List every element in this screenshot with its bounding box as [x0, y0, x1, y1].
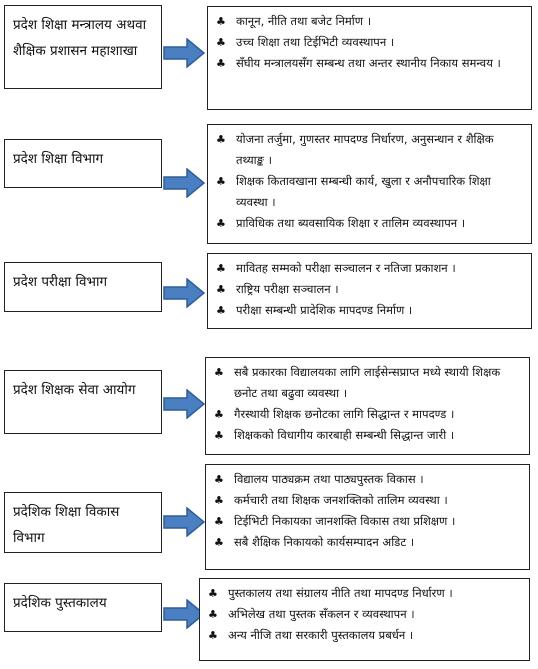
left-label-3: प्रदेश शिक्षक सेवा आयोग	[13, 382, 136, 398]
list-item: ♣ शिक्षकको विधागीय कारबाही सम्बन्धी सिद्धान्त जारी ।	[212, 425, 521, 446]
right-box-2	[207, 253, 532, 329]
club-bullet-icon: ♣	[214, 366, 224, 379]
left-box-3	[4, 370, 162, 434]
arrow-icon-1	[163, 168, 205, 198]
list-item: ♣ प्राविधिक तथा ब्यवसायिक शिक्षा र तालिम व्यवस्थापन ।	[214, 213, 523, 234]
club-bullet-icon: ♣	[216, 304, 226, 317]
list-item: ♣ मावितह सम्मको परीक्षा सञ्चालन र नतिजा प्रकाशन ।	[214, 258, 523, 279]
club-bullet-icon: ♣	[216, 57, 226, 70]
club-bullet-icon: ♣	[214, 494, 224, 507]
list-item: ♣ सबै शैक्षिक निकायको कार्यसम्पादन अडिट ।	[212, 532, 521, 553]
right-box-0	[207, 6, 532, 110]
club-bullet-icon: ♣	[216, 262, 226, 275]
left-label-2: प्रदेश परीक्षा विभाग	[13, 274, 108, 290]
list-item: ♣ टिईभिटी निकायका जानशक्ति विकास तथा प्रशिक्षण ।	[212, 511, 521, 532]
list-item: ♣ राष्ट्रिय परीक्षा सञ्चालन ।	[214, 279, 523, 300]
club-bullet-icon: ♣	[216, 133, 226, 146]
arrow-icon-4	[163, 507, 205, 537]
list-item: ♣ गैरस्थायी शिक्षक छनोटका लागि सिद्धान्त र मापदण्ड ।	[212, 404, 521, 425]
club-bullet-icon: ♣	[208, 587, 218, 600]
club-bullet-icon: ♣	[216, 283, 226, 296]
right-box-4	[205, 464, 530, 570]
club-bullet-icon: ♣	[214, 536, 224, 549]
club-bullet-icon: ♣	[216, 217, 226, 230]
left-box-5	[4, 583, 162, 632]
list-item: ♣ सबै प्रकारका विद्यालयका लागि लाईसेन्सप्राप्त मध्ये स्थायी शिक्षक छनोट तथा बढुवा व्यवस्था ।	[212, 362, 521, 404]
left-box-2	[4, 262, 162, 312]
list-item: ♣ शिक्षक कितावखाना सम्बन्धी कार्य, खुला र अनौपचारिक शिक्षा व्यवस्था ।	[214, 171, 523, 213]
left-label-4: प्रदेशिक शिक्षा विकास विभाग	[13, 504, 120, 546]
left-box-0	[4, 5, 162, 89]
list-item: ♣ विद्यालय पाठ्यक्रम तथा पाठ्यपुस्तक विकास ।	[212, 469, 521, 490]
list-item: ♣ सँघीय मन्त्रालयसँग सम्बन्ध तथा अन्तर स्थानीय निकाय समन्वय ।	[214, 53, 523, 74]
list-item: ♣ कर्मचारी तथा शिक्षक जनशक्तिको तालिम व्यवस्था ।	[212, 490, 521, 511]
right-box-1	[207, 124, 532, 244]
club-bullet-icon: ♣	[214, 473, 224, 486]
club-bullet-icon: ♣	[208, 608, 218, 621]
club-bullet-icon: ♣	[214, 429, 224, 442]
left-label-1: प्रदेश शिक्षा विभाग	[13, 151, 104, 167]
left-label-0: प्रदेश शिक्षा मन्त्रालय अथवा शैक्षिक प्रशासन महाशाखा	[13, 17, 147, 59]
list-item: ♣ योजना तर्जुमा, गुणस्तर मापदण्ड निर्धारण, अनुसन्धान र शैक्षिक तथ्याङ्क ।	[214, 129, 523, 171]
right-box-5	[199, 578, 530, 661]
club-bullet-icon: ♣	[216, 36, 226, 49]
club-bullet-icon: ♣	[216, 15, 226, 28]
list-item: ♣ पुस्तकालय तथा संग्रालय नीति तथा मापदण्ड निर्धारण ।	[206, 583, 521, 604]
club-bullet-icon: ♣	[216, 175, 226, 188]
list-item: ♣ अन्य नीजि तथा सरकारी पुस्तकालय प्रबर्धन ।	[206, 625, 521, 646]
right-box-3	[205, 357, 530, 455]
arrow-icon-2	[163, 278, 205, 308]
arrow-icon-0	[163, 38, 205, 68]
left-box-1	[4, 139, 162, 188]
left-label-5: प्रदेशिक पुस्तकालय	[13, 595, 107, 611]
club-bullet-icon: ♣	[208, 629, 218, 642]
arrow-icon-3	[163, 389, 205, 419]
list-item: ♣ कानून, नीति तथा बजेट निर्माण ।	[214, 11, 523, 32]
list-item: ♣ उच्च शिक्षा तथा टिईभिटी व्यवस्थापन ।	[214, 32, 523, 53]
club-bullet-icon: ♣	[214, 515, 224, 528]
left-box-4	[4, 492, 162, 553]
club-bullet-icon: ♣	[214, 408, 224, 421]
list-item: ♣ अभिलेख तथा पुस्तक सँकलन र व्यवस्थापन ।	[206, 604, 521, 625]
list-item: ♣ परीक्षा सम्बन्धी प्रादेशिक मापदण्ड निर्माण ।	[214, 300, 523, 321]
